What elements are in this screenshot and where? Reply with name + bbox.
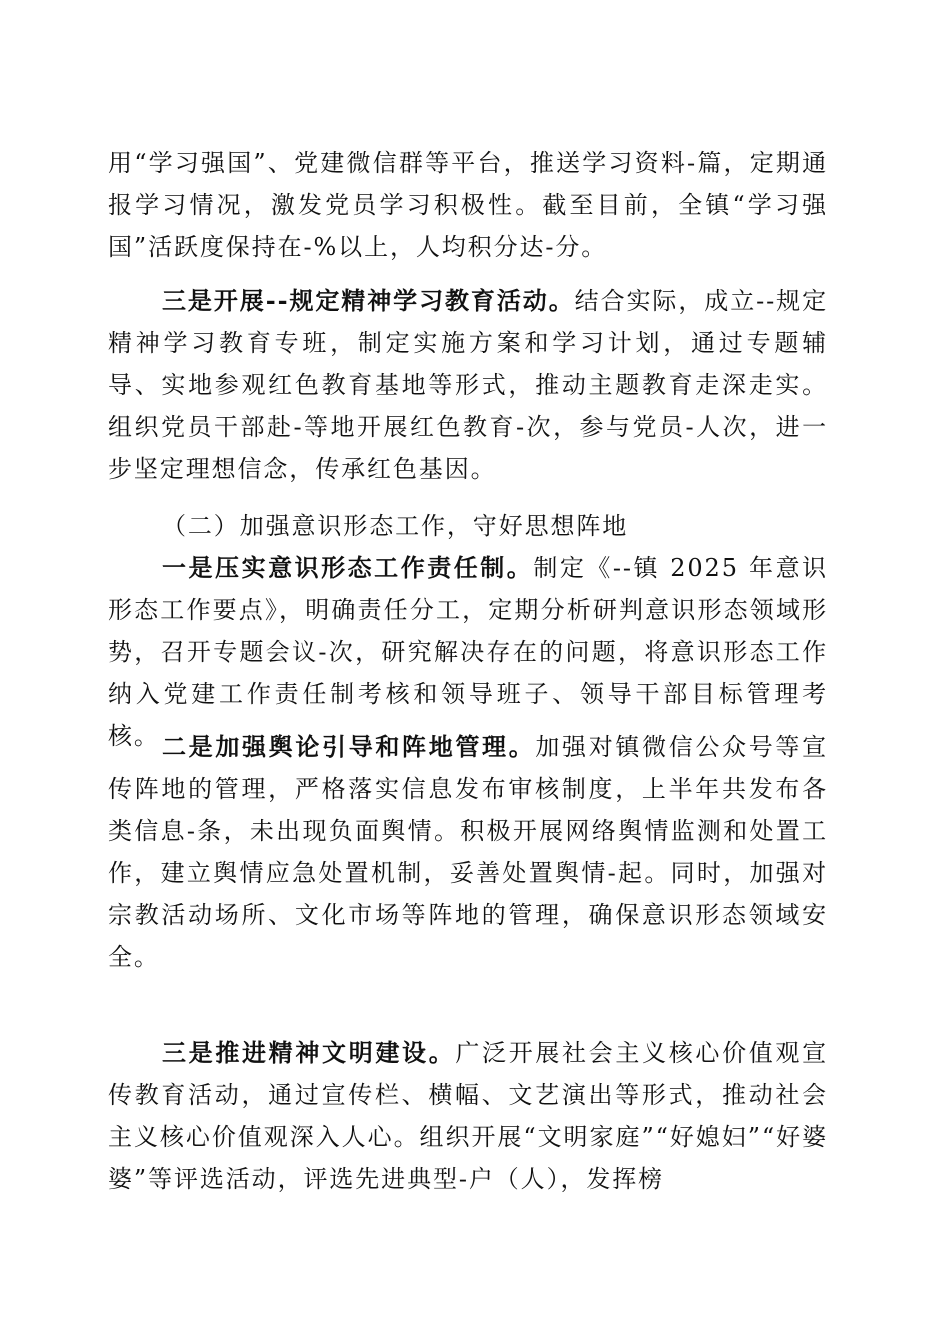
paragraph-continued [108,142,828,268]
section-heading-text: （二）加强意识形态工作，守好思想阵地 [162,512,629,540]
paragraph-three-civilization [108,1032,828,1200]
paragraph-two-opinion [108,726,828,978]
paragraph-lead: 三是开展--规定精神学习教育活动。 [162,286,575,315]
paragraph-three-civilization-body [108,1032,828,1200]
paragraph-three-learning-body [108,280,828,490]
paragraph-continued-text: 用“学习强国”、党建微信群等平台，推送学习资料-篇，定期通报学习情况，激发党员学习积极性。截至目前，全镇“学习强国”活跃度保持在-%以上，人均积分达-分。 [108,149,828,261]
paragraph-two-opinion-body [108,726,828,978]
paragraph-text: 结合实际，成立--规定精神学习教育专班，制定实施方案和学习计划，通过专题辅导、实地参观红色教育基地等形式，推动主题教育走深走实。组织党员干部赴-等地开展红色教育-次，参与党员-人次，进一步坚定理想信念，传承红色基因。 [108,287,828,483]
paragraph-lead: 一是压实意识形态工作责任制。 [162,553,534,582]
paragraph-text: 制定《--镇 2025 年意识形态工作要点》，明确责任分工，定期分析研判意识形态领域形势，召开专题会议-次，研究解决存在的问题，将意识形态工作纳入党建工作责任制考核和领导班子、领导干部目标管理考核。 [108,554,828,750]
paragraph-text: 广泛开展社会主义核心价值观宣传教育活动，通过宣传栏、横幅、文艺演出等形式，推动社会主义核心价值观深入人心。组织开展“文明家庭”“好媳妇”“好婆婆”等评选活动，评选先进典型-户（人），发挥榜 [108,1039,828,1193]
paragraph-lead: 三是推进精神文明建设。 [162,1038,456,1067]
section-heading-two [108,505,828,547]
paragraph-lead: 二是加强舆论引导和阵地管理。 [162,732,536,761]
paragraph-three-learning [108,280,828,490]
paragraph-text: 加强对镇微信公众号等宣传阵地的管理，严格落实信息发布审核制度，上半年共发布各类信息-条，未出现负面舆情。积极开展网络舆情监测和处置工作，建立舆情应急处置机制，妥善处置舆情-起。同时，加强对宗教活动场所、文化市场等阵地的管理，确保意识形态领域安全。 [108,733,828,971]
